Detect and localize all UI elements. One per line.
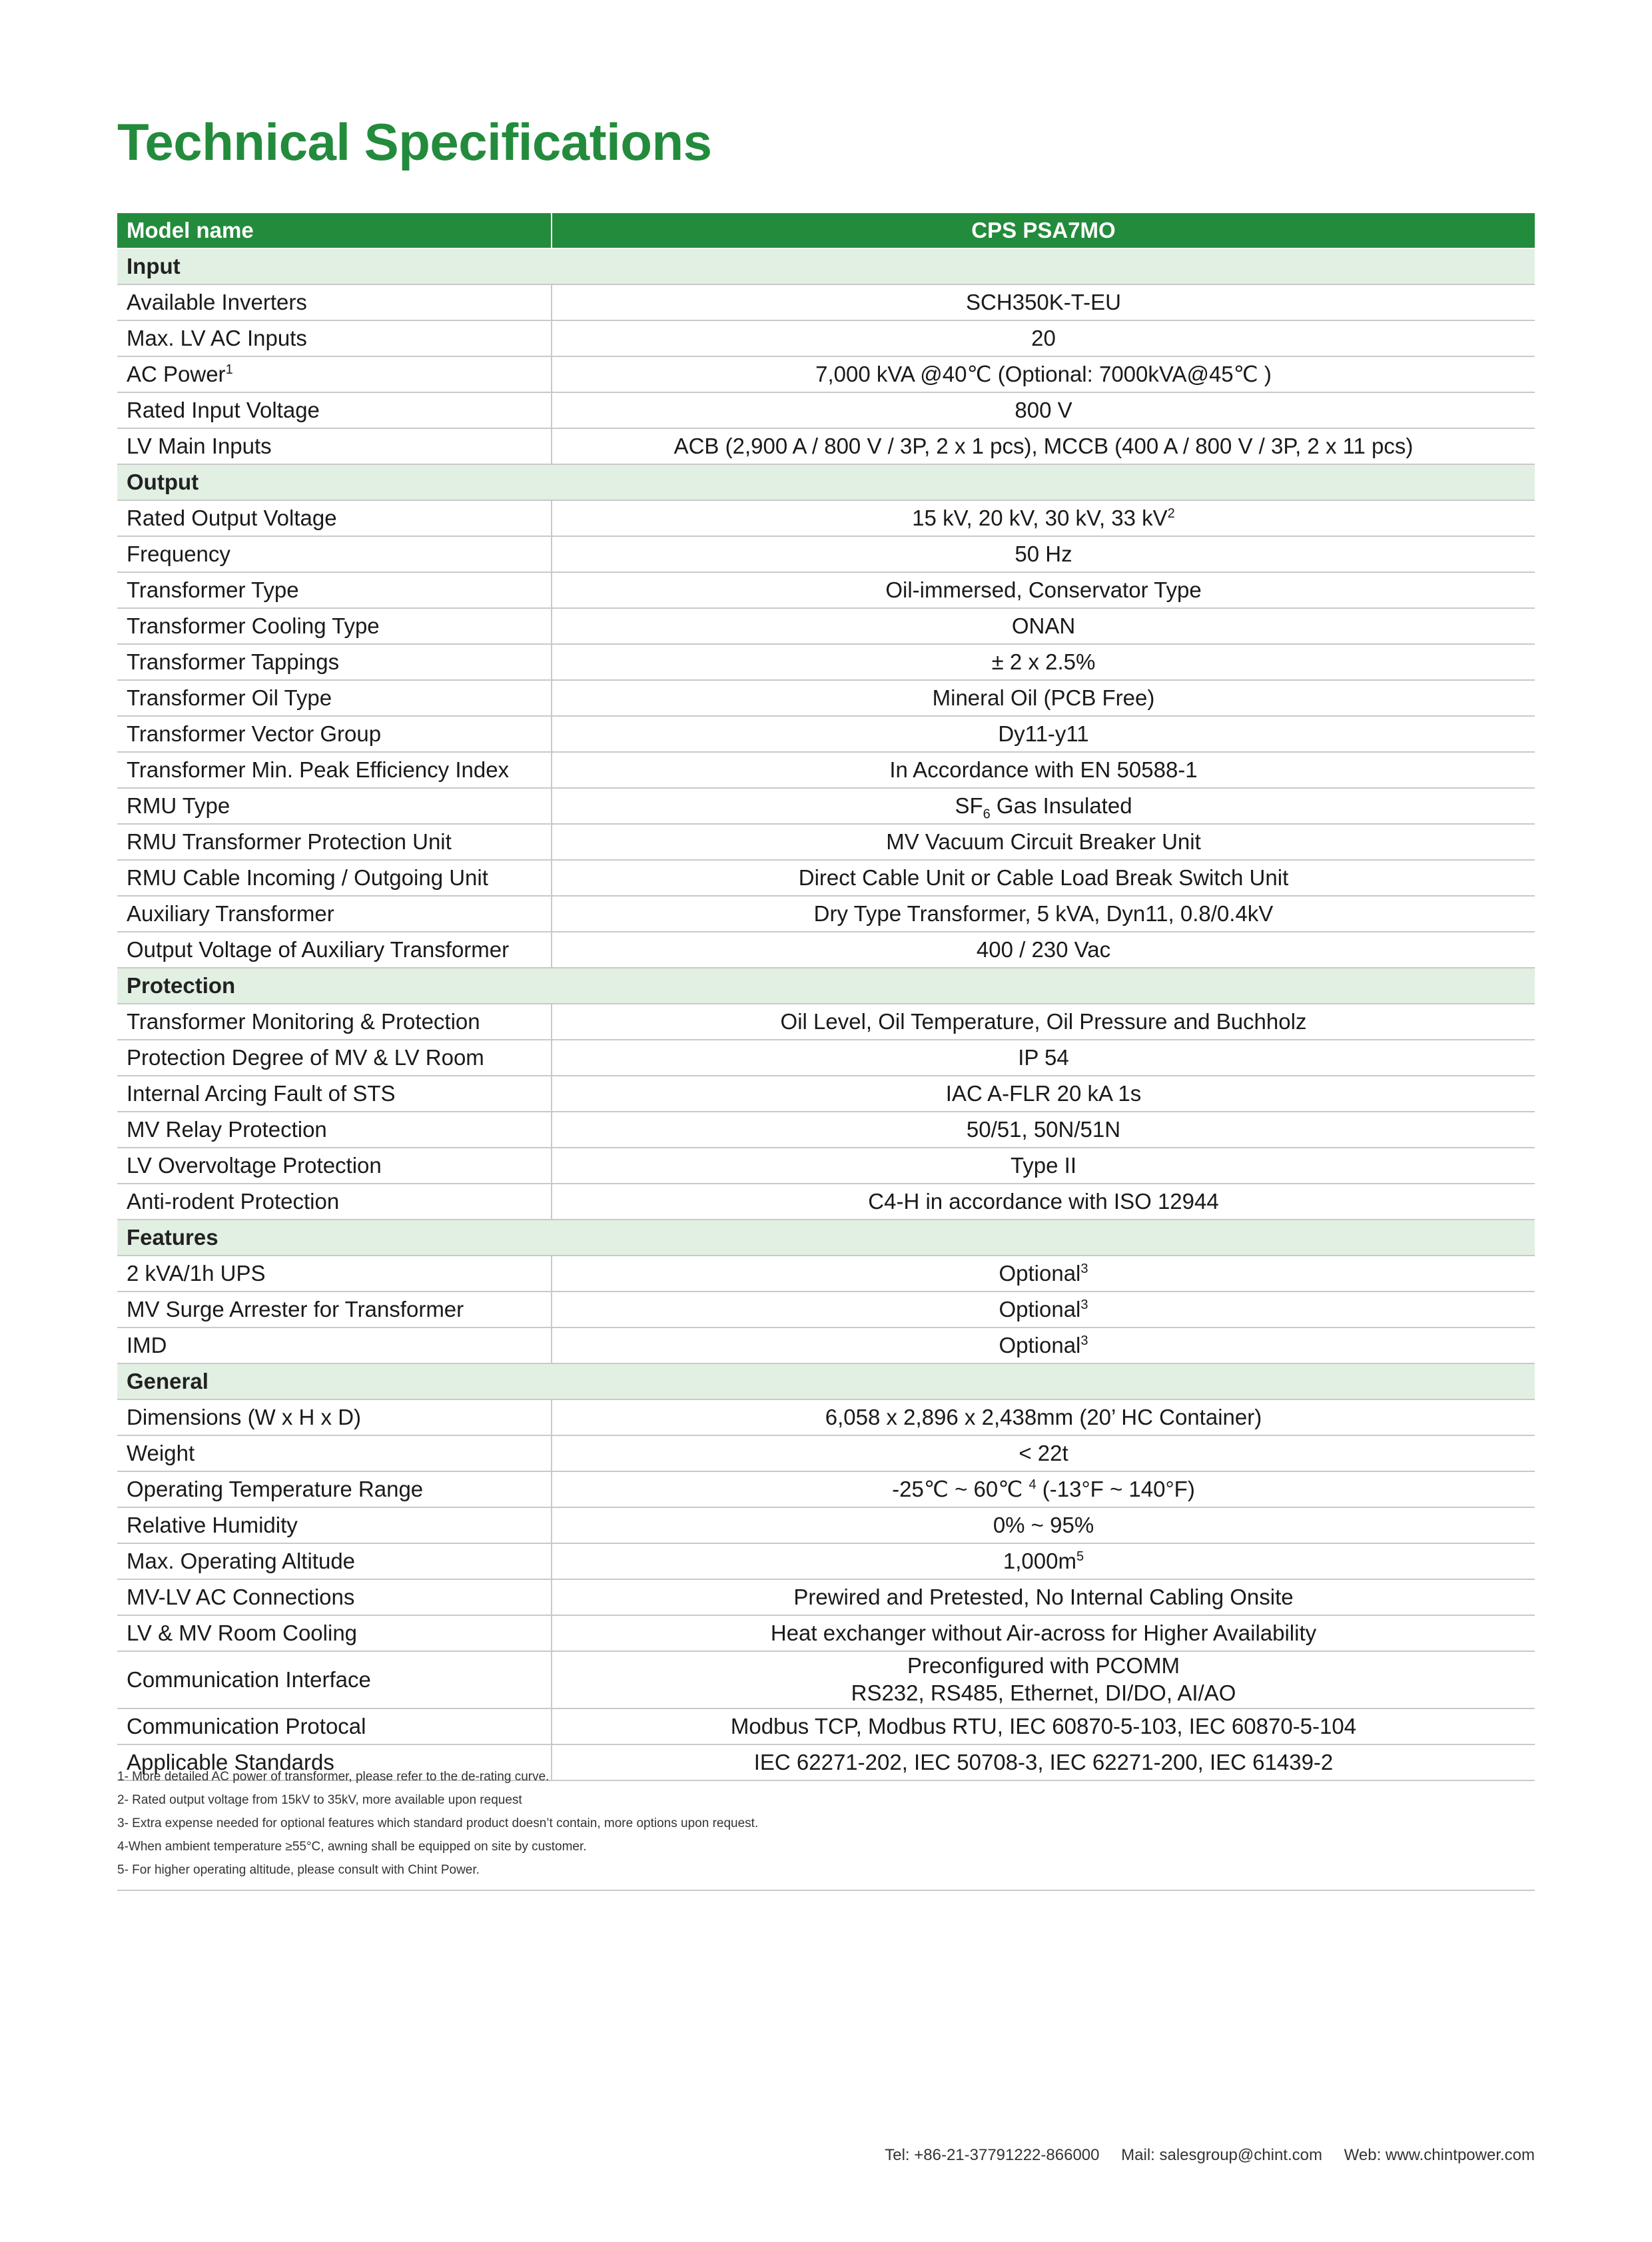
row-label bbox=[117, 1435, 552, 1471]
text: Dry Type Transformer, 5 kVA, Dyn11, 0.8/0.4kV bbox=[813, 901, 1274, 926]
section-header-row bbox=[117, 248, 1535, 284]
text: Gas Insulated bbox=[990, 793, 1132, 818]
text: Rated Output Voltage bbox=[127, 505, 337, 530]
text: -25℃ ~ 60℃ bbox=[892, 1476, 1029, 1501]
row-value bbox=[552, 536, 1535, 572]
text: 1,000m bbox=[1003, 1548, 1076, 1573]
contact-tel: Tel: +86-21-37791222-866000 bbox=[885, 2146, 1100, 2164]
row-label bbox=[117, 1708, 552, 1744]
text: Output Voltage of Auxiliary Transformer bbox=[127, 936, 510, 962]
row-value bbox=[552, 1004, 1535, 1040]
table-row bbox=[117, 608, 1535, 644]
text: Frequency bbox=[127, 541, 230, 566]
row-label bbox=[117, 1040, 552, 1076]
text: Optional bbox=[999, 1332, 1081, 1357]
text: Transformer Cooling Type bbox=[127, 613, 380, 638]
row-label bbox=[117, 356, 552, 392]
text: In Accordance with EN 50588-1 bbox=[889, 757, 1198, 782]
section-header-row bbox=[117, 1363, 1535, 1399]
row-label bbox=[117, 1076, 552, 1112]
text: RMU Type bbox=[127, 793, 230, 818]
row-label bbox=[117, 1184, 552, 1220]
row-label bbox=[117, 500, 552, 536]
contact-mail: Mail: salesgroup@chint.com bbox=[1121, 2146, 1322, 2164]
text: Type II bbox=[1010, 1152, 1077, 1178]
row-value bbox=[552, 1435, 1535, 1471]
table-row bbox=[117, 536, 1535, 572]
footnotes bbox=[117, 1765, 1535, 1891]
row-label bbox=[117, 1543, 552, 1579]
row-value bbox=[552, 896, 1535, 932]
text: Oil Level, Oil Temperature, Oil Pressure and Buchholz bbox=[780, 1008, 1307, 1034]
text: Transformer Monitoring & Protection bbox=[127, 1008, 480, 1034]
row-value bbox=[552, 1543, 1535, 1579]
text: Anti-rodent Protection bbox=[127, 1188, 340, 1214]
row-value bbox=[552, 1076, 1535, 1112]
table-row bbox=[117, 644, 1535, 680]
header-label: Model name bbox=[117, 213, 552, 248]
text: < 22t bbox=[1019, 1440, 1068, 1465]
section-title: Input bbox=[117, 248, 1535, 284]
text: LV Overvoltage Protection bbox=[127, 1152, 382, 1178]
row-value bbox=[552, 716, 1535, 752]
text: Direct Cable Unit or Cable Load Break Switch Unit bbox=[798, 865, 1289, 890]
text: 2 kVA/1h UPS bbox=[127, 1260, 266, 1286]
table-row bbox=[117, 932, 1535, 968]
text: Max. Operating Altitude bbox=[127, 1548, 356, 1573]
text: LV Main Inputs bbox=[127, 433, 272, 458]
footnote-2: 2- Rated output voltage from 15kV to 35kV, more available upon request bbox=[117, 1793, 522, 1807]
text: Optional bbox=[999, 1260, 1081, 1286]
spec-table-body bbox=[117, 248, 1535, 1780]
row-value bbox=[552, 752, 1535, 788]
footnote-4: 4-When ambient temperature ≥55°C, awning shall be equipped on site by customer. bbox=[117, 1840, 587, 1854]
text: Dimensions (W x H x D) bbox=[127, 1404, 362, 1429]
table-row bbox=[117, 1708, 1535, 1744]
text: Transformer Min. Peak Efficiency Index bbox=[127, 757, 510, 782]
row-value bbox=[552, 644, 1535, 680]
text: 800 V bbox=[1015, 397, 1072, 422]
row-label bbox=[117, 716, 552, 752]
table-row bbox=[117, 896, 1535, 932]
table-row bbox=[117, 716, 1535, 752]
superscript: 5 bbox=[1076, 1549, 1084, 1564]
text: ACB (2,900 A / 800 V / 3P, 2 x 1 pcs), MCCB (400 A / 800 V / 3P, 2 x 11 pcs) bbox=[673, 433, 1414, 458]
text: RMU Cable Incoming / Outgoing Unit bbox=[127, 865, 488, 890]
text: ONAN bbox=[1011, 613, 1076, 638]
table-row bbox=[117, 1004, 1535, 1040]
text: 0% ~ 95% bbox=[993, 1512, 1094, 1537]
text: MV Surge Arrester for Transformer bbox=[127, 1296, 464, 1321]
row-label bbox=[117, 932, 552, 968]
row-value bbox=[552, 1507, 1535, 1543]
row-value bbox=[552, 1184, 1535, 1220]
row-value bbox=[552, 1399, 1535, 1435]
table-row bbox=[117, 1148, 1535, 1184]
footnote-1: 1- More detailed AC power of transformer, please refer to the de-rating curve. bbox=[117, 1770, 550, 1784]
row-value bbox=[552, 1651, 1535, 1708]
row-label bbox=[117, 824, 552, 860]
text: Prewired and Pretested, No Internal Cabling Onsite bbox=[793, 1584, 1294, 1609]
row-value bbox=[552, 356, 1535, 392]
row-label bbox=[117, 1507, 552, 1543]
row-value bbox=[552, 1327, 1535, 1363]
row-label bbox=[117, 860, 552, 896]
text: 20 bbox=[1031, 325, 1056, 350]
text: AC Power bbox=[127, 361, 226, 386]
row-label bbox=[117, 752, 552, 788]
superscript: 3 bbox=[1080, 1333, 1088, 1348]
row-label bbox=[117, 1471, 552, 1507]
text: Internal Arcing Fault of STS bbox=[127, 1080, 396, 1106]
row-value bbox=[552, 572, 1535, 608]
table-header-row bbox=[117, 213, 1535, 248]
table-row bbox=[117, 860, 1535, 896]
superscript: 2 bbox=[1167, 506, 1175, 521]
text: Protection Degree of MV & LV Room bbox=[127, 1044, 484, 1070]
row-value bbox=[552, 1708, 1535, 1744]
row-value bbox=[552, 500, 1535, 536]
table-row bbox=[117, 1076, 1535, 1112]
row-label bbox=[117, 608, 552, 644]
text: MV Relay Protection bbox=[127, 1116, 327, 1142]
table-row bbox=[117, 680, 1535, 716]
spec-table bbox=[117, 213, 1535, 1781]
row-value bbox=[552, 680, 1535, 716]
text: Mineral Oil (PCB Free) bbox=[932, 685, 1155, 710]
row-label bbox=[117, 1579, 552, 1615]
text: 50/51, 50N/51N bbox=[966, 1116, 1121, 1142]
row-label bbox=[117, 284, 552, 320]
text: Applicable Standards bbox=[127, 1749, 334, 1774]
text: 400 / 230 Vac bbox=[976, 936, 1111, 962]
row-label bbox=[117, 788, 552, 824]
table-row bbox=[117, 320, 1535, 356]
table-row bbox=[117, 1256, 1535, 1292]
row-label bbox=[117, 680, 552, 716]
text: Heat exchanger without Air-across for Higher Availability bbox=[770, 1620, 1317, 1645]
table-row bbox=[117, 1471, 1535, 1507]
page-title: Technical Specifications bbox=[117, 113, 712, 171]
text: IP 54 bbox=[1018, 1044, 1069, 1070]
table-row bbox=[117, 428, 1535, 464]
row-value bbox=[552, 1256, 1535, 1292]
row-value bbox=[552, 1112, 1535, 1148]
text: Auxiliary Transformer bbox=[127, 901, 334, 926]
superscript: 1 bbox=[225, 362, 233, 377]
section-title: General bbox=[117, 1363, 1535, 1399]
text: Communication Protocal bbox=[127, 1713, 366, 1738]
text: ± 2 x 2.5% bbox=[991, 649, 1096, 674]
text: IAC A-FLR 20 kA 1s bbox=[945, 1080, 1142, 1106]
table-row bbox=[117, 788, 1535, 824]
row-value bbox=[552, 788, 1535, 824]
contact-web: Web: www.chintpower.com bbox=[1344, 2146, 1535, 2164]
table-row bbox=[117, 1507, 1535, 1543]
text: Modbus TCP, Modbus RTU, IEC 60870-5-103, IEC 60870-5-104 bbox=[730, 1713, 1357, 1738]
contact-info bbox=[867, 2146, 1535, 2165]
row-label bbox=[117, 1327, 552, 1363]
table-row bbox=[117, 1327, 1535, 1363]
row-label bbox=[117, 1615, 552, 1651]
row-label bbox=[117, 1256, 552, 1292]
text: Relative Humidity bbox=[127, 1512, 298, 1537]
row-label bbox=[117, 572, 552, 608]
text: Weight bbox=[127, 1440, 195, 1465]
section-title: Protection bbox=[117, 968, 1535, 1004]
table-row bbox=[117, 284, 1535, 320]
section-header-row bbox=[117, 1220, 1535, 1256]
row-label bbox=[117, 1651, 552, 1708]
footnote-5: 5- For higher operating altitude, please consult with Chint Power. bbox=[117, 1863, 480, 1877]
text: Max. LV AC Inputs bbox=[127, 325, 307, 350]
row-value bbox=[552, 284, 1535, 320]
row-value bbox=[552, 1148, 1535, 1184]
row-value bbox=[552, 1292, 1535, 1327]
table-row bbox=[117, 1579, 1535, 1615]
table-row bbox=[117, 1040, 1535, 1076]
table-row bbox=[117, 1112, 1535, 1148]
table-row bbox=[117, 1292, 1535, 1327]
section-header-row bbox=[117, 968, 1535, 1004]
table-row bbox=[117, 500, 1535, 536]
header-model: CPS PSA7MO bbox=[552, 213, 1535, 248]
text: IMD bbox=[127, 1332, 167, 1357]
subscript: 6 bbox=[983, 807, 991, 822]
row-label bbox=[117, 1112, 552, 1148]
row-label bbox=[117, 1399, 552, 1435]
section-header-row bbox=[117, 464, 1535, 500]
row-value bbox=[552, 428, 1535, 464]
text: 15 kV, 20 kV, 30 kV, 33 kV bbox=[912, 505, 1168, 530]
row-label bbox=[117, 896, 552, 932]
row-value bbox=[552, 320, 1535, 356]
text: SF bbox=[955, 793, 983, 818]
row-value bbox=[552, 860, 1535, 896]
value-line: Preconfigured with PCOMM bbox=[907, 1653, 1180, 1679]
text: Transformer Tappings bbox=[127, 649, 340, 674]
value-line: RS232, RS485, Ethernet, DI/DO, AI/AO bbox=[851, 1681, 1236, 1705]
text: 6,058 x 2,896 x 2,438mm (20’ HC Container) bbox=[825, 1404, 1262, 1429]
text: Transformer Type bbox=[127, 577, 299, 602]
text: Dy11-y11 bbox=[998, 721, 1089, 746]
table-row bbox=[117, 1543, 1535, 1579]
text: MV-LV AC Connections bbox=[127, 1584, 355, 1609]
table-row bbox=[117, 1651, 1535, 1708]
row-value bbox=[552, 1579, 1535, 1615]
text: Oil-immersed, Conservator Type bbox=[885, 577, 1202, 602]
text: Operating Temperature Range bbox=[127, 1476, 424, 1501]
text: MV Vacuum Circuit Breaker Unit bbox=[886, 829, 1201, 854]
table-row bbox=[117, 1615, 1535, 1651]
superscript: 3 bbox=[1080, 1261, 1088, 1276]
superscript: 4 bbox=[1029, 1477, 1036, 1492]
text: Transformer Vector Group bbox=[127, 721, 382, 746]
text: 7,000 kVA @40℃ (Optional: 7000kVA@45℃ ) bbox=[815, 361, 1272, 386]
text: RMU Transformer Protection Unit bbox=[127, 829, 452, 854]
table-row bbox=[117, 752, 1535, 788]
text: Transformer Oil Type bbox=[127, 685, 332, 710]
row-value bbox=[552, 932, 1535, 968]
footnote-3: 3- Extra expense needed for optional features which standard product doesn’t contain, more options upon request. bbox=[117, 1816, 759, 1830]
row-label bbox=[117, 392, 552, 428]
text: LV & MV Room Cooling bbox=[127, 1620, 358, 1645]
table-row bbox=[117, 824, 1535, 860]
text: Rated Input Voltage bbox=[127, 397, 320, 422]
row-label bbox=[117, 428, 552, 464]
row-value bbox=[552, 608, 1535, 644]
row-label bbox=[117, 1004, 552, 1040]
text: IEC 62271-202, IEC 50708-3, IEC 62271-200, IEC 61439-2 bbox=[753, 1749, 1334, 1774]
row-label bbox=[117, 320, 552, 356]
text: Optional bbox=[999, 1296, 1081, 1321]
row-label bbox=[117, 1148, 552, 1184]
row-label bbox=[117, 1292, 552, 1327]
text: Communication Interface bbox=[127, 1667, 371, 1692]
table-row bbox=[117, 572, 1535, 608]
row-value bbox=[552, 392, 1535, 428]
table-row bbox=[117, 356, 1535, 392]
row-value bbox=[552, 1471, 1535, 1507]
text: 50 Hz bbox=[1015, 541, 1072, 566]
row-label bbox=[117, 644, 552, 680]
section-title: Output bbox=[117, 464, 1535, 500]
row-value bbox=[552, 1040, 1535, 1076]
text: SCH350K-T-EU bbox=[966, 289, 1121, 314]
section-title: Features bbox=[117, 1220, 1535, 1256]
row-label bbox=[117, 536, 552, 572]
table-row bbox=[117, 1399, 1535, 1435]
text: (-13°F ~ 140°F) bbox=[1036, 1476, 1195, 1501]
row-value bbox=[552, 1615, 1535, 1651]
text: C4-H in accordance with ISO 12944 bbox=[868, 1188, 1219, 1214]
table-row bbox=[117, 1435, 1535, 1471]
table-row bbox=[117, 392, 1535, 428]
superscript: 3 bbox=[1080, 1297, 1088, 1312]
text: Available Inverters bbox=[127, 289, 307, 314]
table-row bbox=[117, 1184, 1535, 1220]
row-value bbox=[552, 824, 1535, 860]
